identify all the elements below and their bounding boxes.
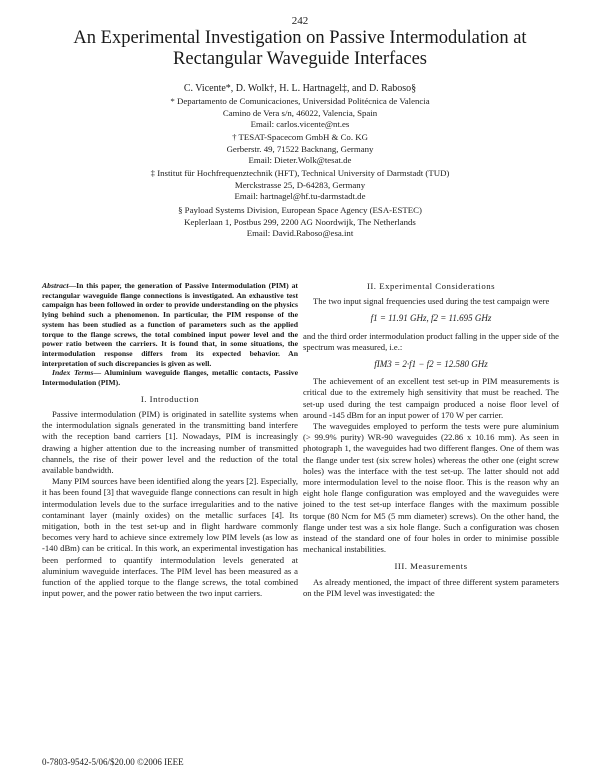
affiliation-esa: § Payload Systems Division, European Space Agency (ESA-ESTEC) Keplerlaan 1, Postbus 299, 2200 AG Noordwijk, The Netherlands Email: David.Raboso@esa.int [178,205,422,239]
paragraph: Passive intermodulation (PIM) is originated in satellite systems when the intermodulation signals generated in the transmitting band interfere with the reception band carriers [1]. Nowadays, PIM is increasingly drawing a higher attention due to the increasing number of transmitted channels, the rise of their power level and the reduction of the total available bandwidth. [42,408,298,475]
paragraph: As already mentioned, the impact of three different system parameters on the PIM level was investigated: the [303,576,559,598]
affiliation-tesat: † TESAT-Spacecom GmbH & Co. KG Gerberstr. 49, 71522 Backnang, Germany Email: Dieter.Wolk@tesat.de [226,132,374,166]
affiliation-tud: ‡ Institut für Hochfrequenztechnik (HFT), Technical University of Darmstadt (TUD) Merckstrasse 25, D-64283, Germany Email: hartnagel@hf.tu-darmstadt.de [150,168,450,202]
section-heading-measurements: III. Measurements [394,561,468,572]
title-line-1: An Experimental Investigation on Passive Intermodulation at [73,28,527,48]
section-heading-introduction: I. Introduction [140,393,200,404]
title-line-2: Rectangular Waveguide Interfaces [173,49,427,69]
paragraph: The waveguides employed to perform the tests were pure aluminium (> 99.9% purity) WR-90 waveguides (22.86 x 10.16 mm). As seen in photograph 1, the waveguides had two different flanges. One of them was the flange under test (six screw holes) whereas the other one (eight screw holes) was the interface with the test set-up. The latter should not add more intermodulation level to the noise floor. This is the reason why an eight hole flange configuration was employed and the waveguides were joined to the test set-up interface flanges with the maximum possible torque (80 Ncm for M5 (5 mm diameter) screws). On the other hand, the flange under test was a six hole flange. Such a configuration was chosen instead of the standard one of four holes in order to minimise possible mechanical instabilities. [303,421,559,555]
page-number: 242 [291,15,309,27]
section-heading-experimental: II. Experimental Considerations [366,281,496,291]
author-list: C. Vicente*, D. Wolk†, H. L. Hartnagel‡, and D. Raboso§ [183,83,417,94]
right-column [303,281,559,599]
index-terms-label: Index Terms [52,368,94,378]
equation-im3: fIM3 = 2·f1 − f2 = 12.580 GHz [374,359,488,370]
paragraph: The two input signal frequencies used during the test campaign were [313,296,550,307]
copyright-footer: 0-7803-9542-5/06/$20.00 ©2006 IEEE [42,757,184,767]
abstract-text: —In this paper, the generation of Passive Intermodulation (PIM) at rectangular waveguide flange connections is investigated. An exhaustive test campaign has been followed in order to provide understanding on the physics lying behind such a phenomenon. In particular, the PIM response of the system has been studied as a function of parameters such as the applied torque to the flange screws, the total combined input power level and the power ratio between the carriers. It is found that, in some situations, the intermodulation response differs from its expected behavior. An interpretation of such discrepancies is given as well. [42,281,298,368]
paper-title [60,28,540,70]
paragraph: The achievement of an excellent test set-up in PIM measurements is critical due to the extremely high sensitivity that must be reached. The set-up used during the test campaign produced a noise floor level of around -145 dBm for an input power of 170 W per carrier. [303,376,559,420]
paragraph: Many PIM sources have been identified along the years [2]. Especially, it has been found [3] that waveguide flange connections can result in high intermodulation levels due to the surface irregularities and to the native contaminant layer (mainly oxides) on the metallic surfaces [4]. Its mitigation, both in the test set-up and in flight hardware commonly becomes very hard to achieve since extremely low PIM levels (as low as -140 dBm) can be critical. In this work, an experimental investigation has been performed to quantify intermodulation levels generated at aluminium waveguide interfaces. The PIM level has been measured as a function of the applied torque to the flange screws, the total combined input power, and the power ratio between the two input carriers. [42,476,298,599]
equation-frequencies: f1 = 11.91 GHz, f2 = 11.695 GHz [370,313,492,324]
index-terms [42,368,298,387]
left-column [42,281,298,599]
abstract [42,281,298,368]
index-terms-text: — Aluminium waveguide flanges, metallic contacts, Passive Intermodulation (PIM). [42,368,298,388]
affiliation-upv: * Departamento de Comunicaciones, Universidad Politécnica de Valencia Camino de Vera s/n, 46022, Valencia, Spain Email: carlos.vicente@nt.es [170,96,430,130]
abstract-label: Abstract [42,281,69,290]
paragraph: and the third order intermodulation product falling in the upper side of the spectrum was measured, i.e.: [303,330,559,352]
